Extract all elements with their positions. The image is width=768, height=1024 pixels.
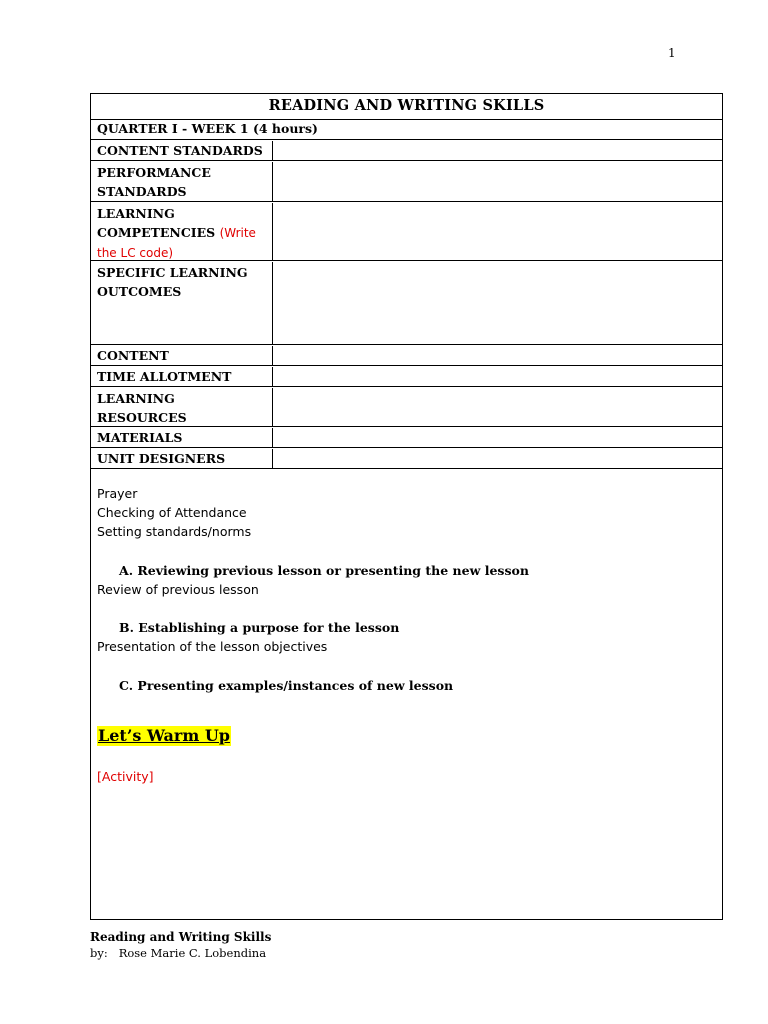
page-number: 1 (668, 46, 676, 60)
row-value-performance-standards (273, 162, 722, 202)
row-value-unit-designers (273, 449, 722, 469)
activity-placeholder: [Activity] (97, 769, 154, 784)
lesson-procedure (91, 470, 722, 919)
row-value-content-standards (273, 141, 722, 161)
row-label-content: CONTENT (91, 346, 273, 366)
row-value-time-allotment (273, 367, 722, 387)
warm-up-heading: Let’s Warm Up (98, 726, 230, 745)
intro-prayer: Prayer (97, 486, 138, 501)
step-c-heading: C. Presenting examples/instances of new lesson (119, 678, 454, 693)
footer-title: Reading and Writing Skills (90, 930, 272, 944)
lesson-plan-table (90, 93, 723, 920)
step-a-detail: Review of previous lesson (97, 582, 259, 597)
row-label-content-standards: CONTENT STANDARDS (91, 141, 273, 161)
intro-attendance: Checking of Attendance (97, 505, 247, 520)
row-value-learning-resources (273, 388, 722, 427)
step-b-detail: Presentation of the lesson objectives (97, 639, 328, 654)
row-label-time-allotment: TIME ALLOTMENT (91, 367, 273, 387)
row-label-learning-competencies: LEARNING COMPETENCIES (Write the LC code) (91, 203, 273, 261)
row-label-materials: MATERIALS (91, 428, 273, 448)
lc-code-note: (Write the LC code) (97, 226, 256, 260)
intro-standards: Setting standards/norms (97, 524, 252, 539)
row-value-materials (273, 428, 722, 448)
row-label-specific-learning-outcomes: SPECIFIC LEARNING OUTCOMES (91, 262, 273, 345)
step-a-heading: A. Reviewing previous lesson or presenting the new lesson (119, 563, 529, 578)
quarter-label: QUARTER I - WEEK 1 (4 hours) (91, 120, 722, 140)
row-value-content (273, 346, 722, 366)
row-value-specific-learning-outcomes (273, 262, 722, 345)
footer-author: by: Rose Marie C. Lobendina (90, 946, 267, 960)
row-value-learning-competencies (273, 203, 722, 261)
document-title: READING AND WRITING SKILLS (91, 94, 722, 120)
row-label-performance-standards: PERFORMANCE STANDARDS (91, 162, 273, 202)
row-label-unit-designers: UNIT DESIGNERS (91, 449, 273, 469)
row-label-learning-resources: LEARNING RESOURCES (91, 388, 273, 427)
step-b-heading: B. Establishing a purpose for the lesson (119, 620, 400, 635)
